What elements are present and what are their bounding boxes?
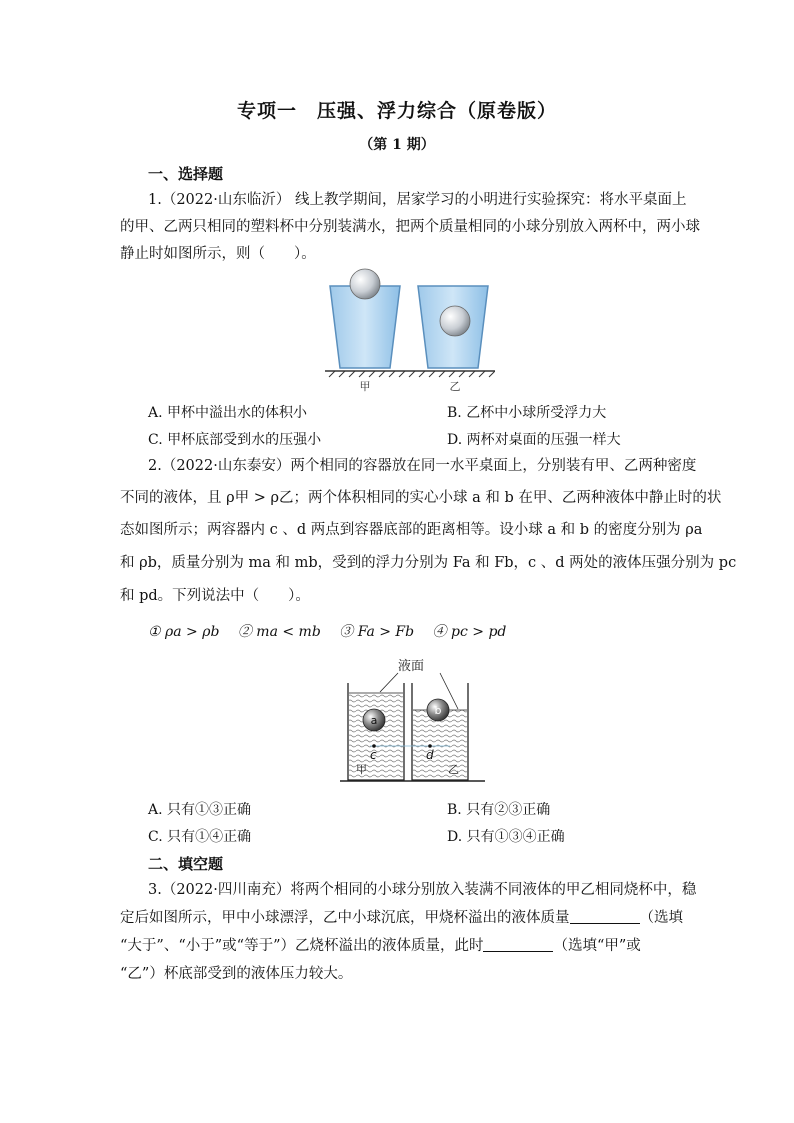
ball-floating <box>350 269 380 299</box>
q3-line-2 <box>120 908 683 928</box>
q3-line-3-tail: （选填“甲”或 <box>553 938 641 954</box>
q3-line-4: “乙”）杯底部受到的液体压力较大。 <box>120 966 353 982</box>
q2-line-4: 和 ρb，质量分别为 ma 和 mb，受到的浮力分别为 Fa 和 Fb，c 、d 两处的液体压强分别为 pc <box>120 555 737 571</box>
q2-line-1: 2.（2022·山东泰安）两个相同的容器放在同一水平桌面上，分别装有甲、乙两种密度 <box>148 458 697 474</box>
point-d-label: d <box>426 748 434 762</box>
fig-surface-label: 液面 <box>398 659 425 674</box>
q3-blank-1[interactable] <box>570 909 640 924</box>
q2-figure-containers <box>340 648 490 790</box>
q3-line-3-text: “大于”、“小于”或“等于”）乙烧杯溢出的液体质量，此时 <box>120 938 484 954</box>
q3-line-2-text: 定后如图所示，甲中小球漂浮，乙中小球沉底，甲烧杯溢出的液体质量 <box>120 910 570 926</box>
left-container-label: 甲 <box>356 763 367 776</box>
page-title: 专项一 压强、浮力综合（原卷版） <box>236 100 557 122</box>
ball-suspended <box>440 306 470 336</box>
q2-conditions: ① ρa > ρb ② ma < mb ③ Fa > Fb ④ pc > pd <box>148 624 507 640</box>
page-subtitle: （第 1 期） <box>359 137 435 153</box>
q3-line-2-tail: （选填 <box>639 910 683 926</box>
point-c-label: c <box>370 748 377 762</box>
cup-left-label: 甲 <box>359 380 371 393</box>
ball-a-label: a <box>370 714 378 727</box>
q3-blank-2[interactable] <box>483 937 553 952</box>
q1-option-a[interactable]: A. 甲杯中溢出水的体积小 <box>148 405 308 421</box>
q1-line-3: 静止时如图所示，则（ ）。 <box>120 246 316 262</box>
q2-option-b[interactable]: B. 只有②③正确 <box>447 802 551 818</box>
q1-line-1: 1.（2022·山东临沂） 线上教学期间，居家学习的小明进行实验探究：将水平桌面上 <box>148 192 687 208</box>
q2-option-c[interactable]: C. 只有①④正确 <box>148 829 252 845</box>
right-container-label: 乙 <box>448 763 459 776</box>
section-choice: 一、选择题 <box>148 165 224 183</box>
section-fill: 二、填空题 <box>148 855 224 873</box>
q1-figure-cups <box>325 268 495 398</box>
q2-option-d[interactable]: D. 只有①③④正确 <box>447 829 565 845</box>
q2-line-3: 态如图所示；两容器内 c 、d 两点到容器底部的距离相等。设小球 a 和 b 的密度分别为 ρa <box>120 522 703 538</box>
q2-option-a[interactable]: A. 只有①③正确 <box>148 802 252 818</box>
q3-line-1: 3.（2022·四川南充）将两个相同的小球分别放入装满不同液体的甲乙相同烧杯中，稳 <box>148 882 697 898</box>
cup-right-label: 乙 <box>449 380 461 393</box>
q1-option-b[interactable]: B. 乙杯中小球所受浮力大 <box>447 405 607 421</box>
q1-line-2: 的甲、乙两只相同的塑料杯中分别装满水，把两个质量相同的小球分别放入两杯中，两小球 <box>120 219 700 235</box>
q1-option-c[interactable]: C. 甲杯底部受到水的压强小 <box>148 432 322 448</box>
q2-line-5: 和 pd。下列说法中（ ）。 <box>120 588 310 604</box>
q3-line-3 <box>120 936 680 956</box>
q2-line-2: 不同的液体，且 ρ甲 > ρ乙；两个体积相同的实心小球 a 和 b 在甲、乙两种液体中静止时的状 <box>120 490 722 506</box>
ball-b-label: b <box>434 704 442 717</box>
q1-option-d[interactable]: D. 两杯对桌面的压强一样大 <box>447 432 621 448</box>
